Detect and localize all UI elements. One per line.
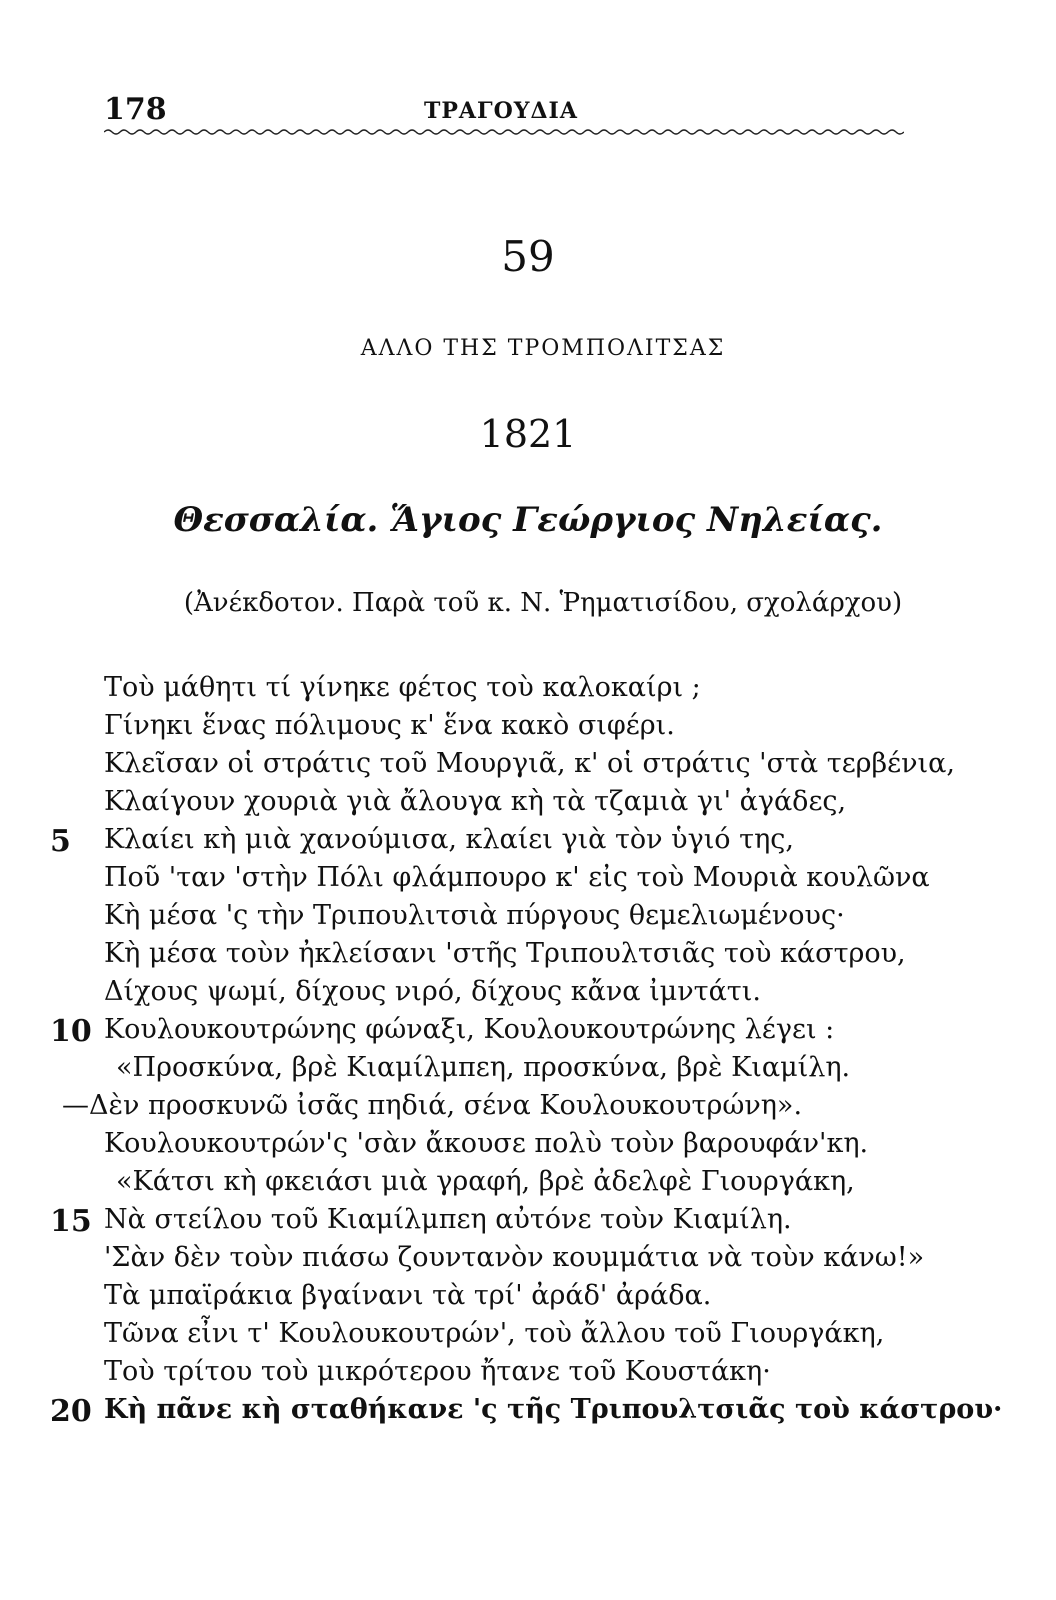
verse-line (0, 672, 1056, 710)
verse-line (0, 1052, 1056, 1090)
verse-line (0, 1356, 1056, 1394)
verse-text: Κουλουκουτρών'ς 'σὰν ἄκουσε πολὺ τοὺν βαρουφάν'κη. (104, 1128, 869, 1159)
verse-text: Κλαίει κὴ μιὰ χανούμισα, κλαίει γιὰ τὸν ὑγιό της, (104, 824, 794, 855)
song-source: (Ἀνέκδοτον. Παρὰ τοῦ κ. Ν. Ῥηματισίδου, σχολάρχου) (183, 588, 903, 618)
verse-text: Τοὺ μάθητι τί γίνηκε φέτος τοὺ καλοκαίρι ; (104, 672, 701, 703)
verse-line (0, 1318, 1056, 1356)
line-number: 15 (50, 1204, 92, 1239)
verse-line (0, 1394, 1056, 1432)
song-place: Θεσσαλία. Ἅγιος Γεώργιος Νηλείας. (173, 500, 883, 540)
running-head (104, 92, 904, 132)
verse-text: Τοὺ τρίτου τοὺ μικρότερου ἤτανε τοῦ Κουστάκη· (104, 1356, 771, 1387)
verse-text: Κὴ πᾶνε κὴ σταθήκανε 'ς τῆς Τριπουλτσιᾶς τοὺ κάστρου· (104, 1394, 1003, 1425)
line-number: 20 (50, 1394, 92, 1429)
verse-line (0, 938, 1056, 976)
verse-line (0, 900, 1056, 938)
verse-text: 'Σὰν δὲν τοὺν πιάσω ζουντανὸν κουμμάτια νὰ τοὺν κάνω!» (104, 1242, 925, 1273)
verse-text: Δίχους ψωμί, δίχους νιρό, δίχους κἄνα ἰμντάτι. (104, 976, 761, 1007)
verse-text: Κλαίγουν χουριὰ γιὰ ἄλουγα κὴ τὰ τζαμιὰ γι' ἀγάδες, (104, 786, 847, 817)
verse-line (0, 1014, 1056, 1052)
verse-line (0, 748, 1056, 786)
verse-text: —Δὲν προσκυνῶ ἰσᾶς πηδιά, σένα Κουλουκουτρώνη». (62, 1090, 803, 1121)
verse-text: Κλεῖσαν οἱ στράτις τοῦ Μουργιᾶ, κ' οἱ στράτις 'στὰ τερβένια, (104, 748, 955, 779)
line-number: 10 (50, 1014, 92, 1049)
verse-text: Γίνηκι ἕνας πόλιμους κ' ἕνα κακὸ σιφέρι. (104, 710, 675, 741)
song-year: 1821 (479, 412, 577, 456)
line-number: 5 (50, 824, 71, 859)
page-number: 178 (104, 92, 167, 127)
verse-line (0, 862, 1056, 900)
song-number: 59 (501, 232, 555, 281)
verse-line (0, 1090, 1056, 1128)
verse-text: Κὴ μέσα τοὺν ἠκλείσανι 'στῆς Τριπουλτσιᾶς τοὺ κάστρου, (104, 938, 906, 969)
verse-text: Τὰ μπαϊράκια βγαίνανι τὰ τρί' ἀράδ' ἀράδα. (104, 1280, 712, 1311)
verse-line (0, 786, 1056, 824)
verse-text: Ποῦ 'ταν 'στὴν Πόλι φλάμπουρο κ' εἰς τοὺ Μουριὰ κουλῶνα (104, 862, 930, 893)
verse-line (0, 976, 1056, 1014)
song-title: ΑΛΛΟ ΤΗΣ ΤΡΟΜΠΟΛΙΤΣΑΣ (360, 336, 726, 361)
verse-text: Κὴ μέσα 'ς τὴν Τριπουλιτσιὰ πύργους θεμελιωμένους· (104, 900, 845, 931)
verse-text: «Κάτσι κὴ φκειάσι μιὰ γραφή, βρὲ ἀδελφὲ Γιουργάκη, (116, 1166, 855, 1197)
verse-list (0, 672, 1056, 1432)
running-title: ΤΡΑΓΟΥΔΙΑ (424, 98, 578, 124)
verse-line (0, 1128, 1056, 1166)
verse-text: Τῶνα εἶνι τ' Κουλουκουτρών', τοὺ ἄλλου τοῦ Γιουργάκη, (104, 1318, 885, 1349)
verse-line (0, 710, 1056, 748)
verse-text: «Προσκύνα, βρὲ Κιαμίλμπεη, προσκύνα, βρὲ Κιαμίλη. (116, 1052, 851, 1083)
header-rule (104, 128, 904, 136)
verse-line (0, 1242, 1056, 1280)
verse-line (0, 1204, 1056, 1242)
verse-text: Νὰ στείλου τοῦ Κιαμίλμπεη αὐτόνε τοὺν Κιαμίλη. (104, 1204, 792, 1235)
verse-text: Κουλουκουτρώνης φώναξι, Κουλουκουτρώνης λέγει : (104, 1014, 835, 1045)
verse-line (0, 824, 1056, 862)
verse-line (0, 1280, 1056, 1318)
verse-line (0, 1166, 1056, 1204)
